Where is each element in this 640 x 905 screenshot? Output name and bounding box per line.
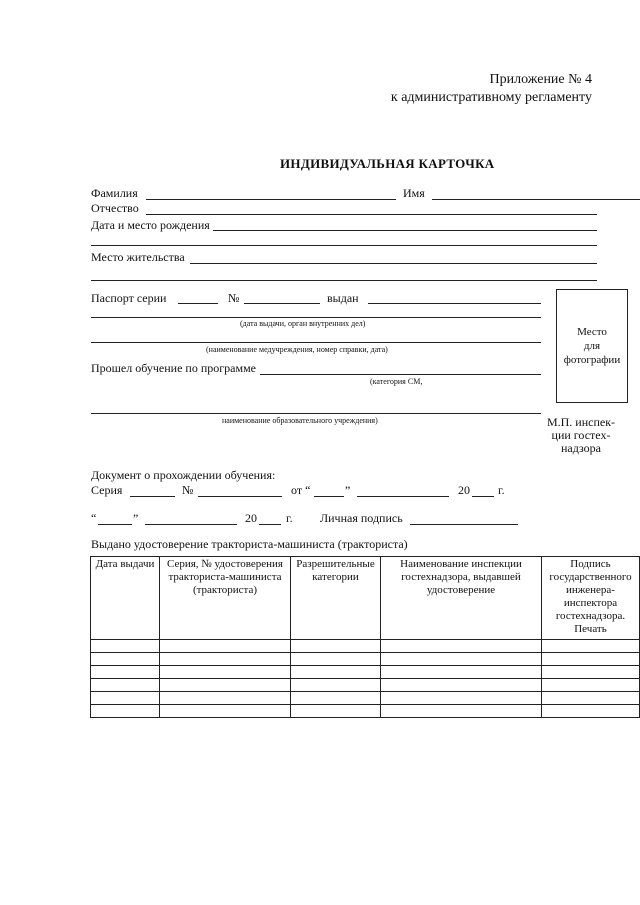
passport-hint: (дата выдачи, орган внутренних дел)	[240, 319, 366, 328]
column-header-categories: Разрешительные категории	[291, 557, 381, 640]
document-year-line[interactable]	[472, 496, 494, 497]
document-day-line[interactable]	[314, 496, 344, 497]
issued-heading: Выдано удостоверение тракториста-машиниста (тракториста)	[91, 537, 408, 551]
sign-month-line[interactable]	[145, 524, 237, 525]
sign-year-prefix: 20	[245, 511, 257, 525]
passport-issued-label: выдан	[327, 291, 359, 305]
surname-label: Фамилия	[91, 186, 138, 200]
patronymic-line[interactable]	[146, 214, 597, 215]
table-cell[interactable]	[542, 692, 640, 705]
table-row	[91, 666, 640, 679]
table-cell[interactable]	[291, 640, 381, 653]
table-row	[91, 679, 640, 692]
signature-line[interactable]	[410, 524, 518, 525]
column-header-date: Дата выдачи	[91, 557, 160, 640]
birth-label: Дата и место рождения	[91, 218, 210, 232]
table-header-row	[91, 557, 640, 640]
photo-label-3: фотографии	[563, 354, 621, 366]
regulation-reference: к административному регламенту	[390, 90, 592, 105]
document-quote-close: ”	[345, 483, 351, 497]
table-cell[interactable]	[91, 692, 160, 705]
photo-label-1: Место	[577, 326, 607, 338]
medical-hint: (наименование медучреждения, номер справки, дата)	[206, 345, 388, 354]
page-title: ИНДИВИДУАЛЬНАЯ КАРТОЧКА	[280, 156, 495, 171]
column-header-series: Серия, № удостоверения тракториста-машиниста (тракториста)	[160, 557, 291, 640]
table-cell[interactable]	[542, 653, 640, 666]
table-cell[interactable]	[542, 640, 640, 653]
sign-year-suffix: г.	[286, 511, 293, 525]
license-table	[90, 556, 640, 718]
column-header-inspection: Наименование инспекции гостехнадзора, выдавшей удостоверение	[381, 557, 542, 640]
education-hint: наименование образовательного учреждения)	[222, 416, 378, 425]
stamp-label-3: надзора	[561, 441, 601, 455]
table-cell[interactable]	[91, 640, 160, 653]
table-cell[interactable]	[91, 666, 160, 679]
table-cell[interactable]	[542, 679, 640, 692]
document-number-line[interactable]	[198, 496, 282, 497]
document-series-label: Серия	[91, 483, 123, 497]
patronymic-label: Отчество	[91, 201, 139, 215]
table-cell[interactable]	[291, 679, 381, 692]
residence-line[interactable]	[190, 263, 597, 264]
table-cell[interactable]	[381, 653, 542, 666]
table-cell[interactable]	[542, 666, 640, 679]
table-cell[interactable]	[381, 666, 542, 679]
table-cell[interactable]	[381, 705, 542, 718]
document-year-suffix: г.	[498, 483, 505, 497]
document-year-prefix: 20	[458, 483, 470, 497]
document-number-sign: №	[182, 483, 194, 497]
passport-series-line[interactable]	[178, 303, 218, 304]
appendix-number: Приложение № 4	[489, 72, 592, 87]
sign-day-line[interactable]	[98, 524, 132, 525]
table-row	[91, 653, 640, 666]
passport-number-line[interactable]	[244, 303, 320, 304]
document-series-line[interactable]	[130, 496, 175, 497]
name-line[interactable]	[432, 199, 640, 200]
stamp-label-1: М.П. инспек-	[546, 415, 616, 429]
table-cell[interactable]	[91, 653, 160, 666]
table-cell[interactable]	[91, 679, 160, 692]
stamp-label-2: ции гостех-	[551, 428, 611, 442]
table-cell[interactable]	[291, 705, 381, 718]
training-label: Прошел обучение по программе	[91, 361, 257, 375]
passport-series-label: Паспорт серии	[91, 291, 167, 305]
table-row	[91, 692, 640, 705]
residence-label: Место жительства	[91, 250, 185, 264]
education-line[interactable]	[91, 413, 541, 414]
table-cell[interactable]	[542, 705, 640, 718]
birth-line[interactable]	[213, 230, 597, 231]
passport-line-2[interactable]	[91, 317, 541, 318]
table-cell[interactable]	[160, 653, 291, 666]
photo-label-2: для	[583, 340, 601, 352]
passport-issued-line[interactable]	[368, 303, 541, 304]
sign-quote-open: “	[91, 511, 97, 525]
table-cell[interactable]	[291, 692, 381, 705]
passport-number-sign: №	[228, 291, 240, 305]
table-cell[interactable]	[291, 666, 381, 679]
table-cell[interactable]	[91, 705, 160, 718]
table-row	[91, 640, 640, 653]
table-cell[interactable]	[381, 679, 542, 692]
medical-line[interactable]	[91, 342, 541, 343]
sign-quote-close: ”	[133, 511, 139, 525]
birth-line-2[interactable]	[91, 245, 597, 246]
surname-line[interactable]	[146, 199, 396, 200]
document-heading: Документ о прохождении обучения:	[91, 468, 276, 482]
table-cell[interactable]	[160, 705, 291, 718]
name-label: Имя	[403, 186, 425, 200]
column-header-signature: Подпись государственного инженера-инспектора гостехнадзора. Печать	[542, 557, 640, 640]
table-row	[91, 705, 640, 718]
training-line[interactable]	[260, 374, 541, 375]
sign-year-line[interactable]	[259, 524, 281, 525]
signature-label: Личная подпись	[320, 511, 403, 525]
document-from-label: от “	[291, 483, 311, 497]
table-cell[interactable]	[381, 640, 542, 653]
table-cell[interactable]	[160, 679, 291, 692]
category-hint: (категория СМ,	[370, 377, 423, 386]
table-cell[interactable]	[381, 692, 542, 705]
stamp-area	[545, 416, 617, 455]
table-cell[interactable]	[160, 692, 291, 705]
table-cell[interactable]	[160, 666, 291, 679]
photo-box	[556, 289, 628, 403]
table-cell[interactable]	[160, 640, 291, 653]
document-month-line[interactable]	[357, 496, 449, 497]
residence-line-2[interactable]	[91, 280, 597, 281]
table-cell[interactable]	[291, 653, 381, 666]
